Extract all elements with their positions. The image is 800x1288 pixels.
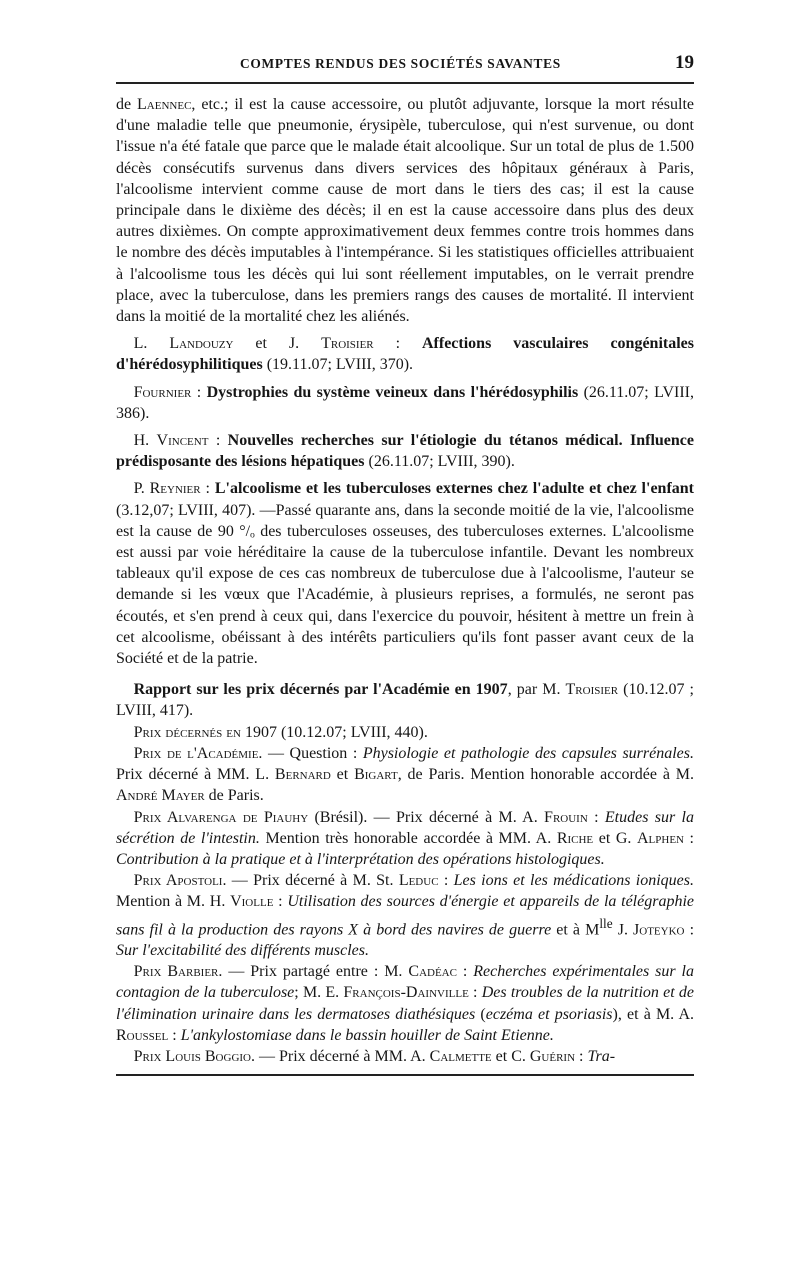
entry-vincent: H. Vincent : Nouvelles recherches sur l'étiologie du tétanos médical. Influence prédisposante des lésions hépatiques (26.11.07; LVIII, 390). (116, 432, 695, 471)
paragraph-continued: de Laennec, etc.; il est la cause accessoire, ou plutôt adjuvante, lorsque la mort résulte d'une maladie telle que pneumonie, érysipèle, tuberculose, qui n'est survenue, ou dont l'issue n'a été fatale que parce que le malade était alcoolique. Sur un total de plus de 1.500 décès consécutifs survenus dans divers services des hôpitaux généraux à Paris, l'alcoolisme intervient comme cause de mort dans le tiers des cas; il est la cause principale dans le dixième des décès; il en est la cause accessoire dans plus des deux autres dixièmes. On compte approximativement deux femmes contre trois hommes dans le nombre des décès imputables à l'intempérance. Si les statistiques officielles attribuaient à l'alcoolisme tous les décès qui lui sont réellement imputables, on le verrait prendre place, avec la tuberculose, dans les premiers rangs des causes de mortalité. Il intervient dans la moitié de la mortalité chez les aliénés. (116, 96, 694, 326)
footer-rule (116, 1074, 694, 1076)
prix-alvarenga: Prix Alvarenga de Piauhy (Brésil). — Prix décerné à M. A. Frouin : Etudes sur la sécrétion de l'intestin. Mention très honorable accordée à MM. A. Riche et G. Alphen : Contribution à la pratique et à l'interprétation des opérations histologiques. (116, 808, 695, 868)
prix-apostoli: Prix Apostoli. — Prix décerné à M. St. Leduc : Les ions et les médications ioniques. Mention à M. H. Violle : Utilisation des sources d'énergie et appareils de la télégraphie sans fil à la production des rayons X à bord des navires de guerre et à $M^{lle}$ J. Joteyko : Sur l'excitabilité des différents muscles. (116, 872, 695, 960)
entry-landouzy-troisier: L. Landouzy et J. Troisier : Affections vasculaires congénitales d'hérédosyphilitiques (19.11.07; LVIII, 370). (116, 335, 694, 374)
entry-fournier: Fournier : Dystrophies du système veineux dans l'hérédosyphilis (26.11.07; LVIII, 386). (116, 383, 694, 422)
prix-barbier: Prix Barbier. — Prix partagé entre : M. Cadéac : Recherches expérimentales sur la contagion de la tuberculose; M. E. François-Dainville : Des troubles de la nutrition et de l'élimination urinaire dans les dermatoses diathésiques (eczéma et psoriasis), et à M. A. Roussel : L'ankylostomiase dans le bassin houiller de Saint Etienne. (116, 963, 694, 1044)
entry-reynier: P. Reynier : L'alcoolisme et les tuberculoses externes chez l'adulte et chez l'enfant (3.12,07; LVIII, 407). —Passé quarante ans, dans la seconde moitié de la vie, l'alcoolisme est la cause de 90 °/ₒ des tuberculoses osseuses, des tuberculoses externes. L'alcoolisme est aussi par voie héréditaire la cause de la tuberculose infantile. Devant les nombreux tableaux qu'il expose de ces cas nombreux de tuberculose due à l'alcoolisme, l'auteur se demande si les vœux que l'Académie, à plusieurs reprises, a formulés, ne seront pas écoutés, et s'en prend à ceux qui, dans l'exercice du pouvoir, hésitent à mettre un frein à cet alcoolisme, obéissant à des intérêts particuliers qu'ils font passer avant ceux de la Société et de la patrie. (116, 480, 695, 668)
header-rule (116, 82, 694, 84)
running-head (116, 52, 694, 74)
page-number: 19 (675, 52, 694, 73)
entry-rapport-prix: Rapport sur les prix décernés par l'Académie en 1907, par M. Troisier (10.12.07 ; LVIII, 417). (116, 681, 694, 720)
prix-decernes: Prix décernés en 1907 (10.12.07; LVIII, 440). (133, 723, 428, 741)
running-title: COMPTES RENDUS DES SOCIÉTÉS SAVANTES (240, 56, 561, 71)
prix-academie: Prix de l'Académie. — Question : Physiologie et pathologie des capsules surrénales. Prix décerné à MM. L. Bernard et Bigart, de Paris. Mention honorable accordée à M. André Mayer de Paris. (116, 744, 695, 805)
page (116, 52, 694, 1076)
prix-boggio: Prix Louis Boggio. — Prix décerné à MM. A. Calmette et C. Guérin : Tra- (133, 1048, 616, 1066)
